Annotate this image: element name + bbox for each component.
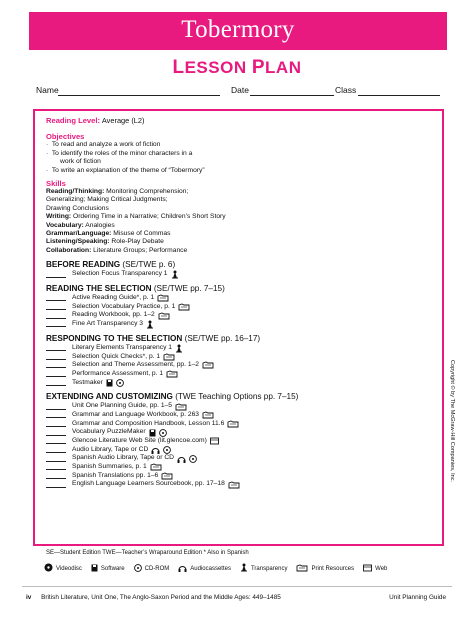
print-icon — [227, 420, 239, 428]
activity-label: Grammar and Language Workbook, p. 263 — [72, 410, 200, 418]
activity-item — [46, 402, 416, 411]
activity-item — [46, 361, 416, 370]
title-banner — [29, 12, 447, 50]
print-icon — [296, 564, 311, 574]
activity-item — [46, 294, 416, 303]
section-title: EXTENDING AND CUSTOMIZING — [46, 392, 173, 402]
checkoff-blank[interactable] — [46, 412, 66, 418]
activity-label: Reading Workbook, pp. 1–2 — [72, 311, 155, 319]
legend-label: Audiocassettes — [190, 565, 231, 572]
activity-label: Spanish Summaries, p. 1 — [72, 463, 147, 471]
copyright-notice: Copyright © by The McGraw-Hill Companies, Inc. — [449, 360, 455, 483]
print-icon — [150, 463, 162, 471]
print-icon — [166, 370, 178, 378]
activity-label: Unit One Planning Guide, pp. 1–5 — [72, 402, 173, 410]
activity-item — [46, 437, 416, 446]
checkoff-blank[interactable] — [46, 371, 66, 377]
lesson-plan-content — [46, 117, 416, 489]
section-title: BEFORE READING — [46, 260, 121, 270]
activity-item — [46, 270, 416, 279]
section-title: READING THE SELECTION — [46, 283, 152, 293]
objectives-heading: Objectives — [46, 132, 85, 142]
legend-item — [178, 564, 231, 574]
activity-label: Literary Elements Transparency 1 — [72, 343, 172, 351]
checkoff-blank[interactable] — [46, 272, 66, 278]
skill-line: Grammar/Language: Misuse of Commas — [46, 230, 171, 238]
legend-label: Print Resources — [311, 565, 355, 572]
print-icon — [175, 403, 187, 411]
checkoff-blank[interactable] — [46, 482, 66, 488]
checkoff-blank[interactable] — [46, 421, 66, 427]
transparency-icon — [171, 270, 179, 279]
print-icon — [178, 303, 190, 311]
section-reference: (TWE Teaching Options pp. 7–15) — [172, 392, 299, 402]
checkoff-blank[interactable] — [46, 362, 66, 368]
book-title: British Literature, Unit One, The Anglo-Saxon Period and the Middle Ages: 449–1485 — [41, 594, 281, 601]
print-icon — [228, 481, 240, 489]
activity-item — [46, 378, 416, 387]
section-reference: (SE/TWE p. 6) — [120, 260, 176, 270]
audio-icon — [177, 455, 186, 463]
activity-label: Glencoe Literature Web Site (lit.glencoe.com) — [72, 437, 207, 445]
print-icon — [202, 411, 214, 419]
skill-line: Drawing Conclusions — [46, 204, 109, 212]
section-heading — [46, 334, 416, 344]
name-label: Name — [36, 85, 59, 95]
checkoff-blank[interactable] — [46, 313, 66, 319]
cdrom-icon — [159, 429, 167, 437]
class-field[interactable] — [358, 95, 440, 96]
web-icon — [363, 564, 375, 574]
legend-item — [134, 564, 170, 574]
activity-item — [46, 420, 416, 429]
section-reference: (SE/TWE pp. 7–15) — [151, 283, 225, 293]
print-icon — [163, 353, 175, 361]
activity-label: Selection Focus Transparency 1 — [72, 270, 168, 278]
activity-item — [46, 454, 416, 463]
abbreviation-footnote: SE—Student Edition TWE—Teacher’s Wraparound Edition * Also in Spanish — [46, 550, 249, 556]
checkoff-blank[interactable] — [46, 354, 66, 360]
date-label: Date — [231, 85, 249, 95]
activity-label: Selection and Theme Assessment, pp. 1–2 — [72, 361, 200, 369]
activity-label: Testmaker — [72, 378, 103, 386]
software-icon — [91, 564, 101, 574]
legend-item — [240, 563, 287, 574]
activity-item — [46, 463, 416, 472]
activity-item — [46, 370, 416, 379]
software-icon — [106, 379, 113, 387]
page-number: iv — [26, 594, 32, 601]
activity-item — [46, 428, 416, 437]
legend-label: Videodisc — [56, 565, 82, 572]
selection-title: Tobermory — [181, 16, 295, 43]
transparency-icon — [175, 344, 183, 353]
skill-line: Listening/Speaking: Role-Play Debate — [46, 238, 164, 246]
activity-item — [46, 352, 416, 361]
footer-left — [26, 594, 281, 601]
checkoff-blank[interactable] — [46, 464, 66, 470]
skills-heading: Skills — [46, 179, 66, 189]
legend-item — [296, 564, 354, 574]
cdrom-icon — [189, 455, 197, 463]
activity-label: Fine Art Transparency 3 — [72, 320, 143, 328]
cdrom-icon — [116, 379, 124, 387]
print-icon — [161, 472, 173, 480]
audio-icon — [178, 564, 190, 574]
skill-line: Writing: Ordering Time in a Narrative; Children’s Short Story — [46, 213, 226, 221]
web-icon — [210, 437, 219, 445]
legend-label: Software — [100, 565, 125, 572]
checkoff-blank[interactable] — [46, 345, 66, 351]
objective-item: · To write an explanation of the theme of “Tobermory” — [46, 166, 205, 174]
videodisc-icon — [44, 563, 56, 574]
legend-item — [91, 564, 125, 574]
objective-item-continued: work of fiction — [60, 158, 101, 166]
software-icon — [149, 429, 156, 437]
section-reference: (SE/TWE pp. 16–17) — [182, 333, 261, 343]
section-heading — [46, 392, 416, 402]
activity-sections — [46, 260, 416, 489]
icon-legend — [44, 563, 396, 574]
legend-label: CD-ROM — [144, 565, 170, 572]
checkoff-blank[interactable] — [46, 380, 66, 386]
legend-label: Transparency — [250, 565, 288, 572]
activity-item — [46, 472, 416, 481]
print-icon — [202, 361, 214, 369]
checkoff-blank[interactable] — [46, 430, 66, 436]
name-field[interactable] — [58, 95, 220, 96]
skill-line: Generalizing; Making Critical Judgments; — [46, 196, 168, 204]
audio-icon — [151, 446, 160, 454]
activity-label: Audio Library, Tape or CD — [72, 445, 149, 453]
cdrom-icon — [163, 446, 171, 454]
activity-label: Performance Assessment, p. 1 — [72, 369, 164, 377]
activity-item — [46, 303, 416, 312]
checkoff-blank[interactable] — [46, 404, 66, 410]
section-heading — [46, 284, 416, 294]
student-info-row — [36, 85, 440, 99]
print-icon — [158, 312, 170, 320]
legend-item — [44, 563, 82, 574]
checkoff-blank[interactable] — [46, 304, 66, 310]
section-heading — [46, 260, 416, 270]
activity-label: Selection Vocabulary Practice, p. 1 — [72, 302, 176, 310]
legend-item — [363, 564, 387, 574]
activity-label: Selection Quick Checks*, p. 1 — [72, 352, 161, 360]
date-field[interactable] — [250, 95, 334, 96]
reading-level: Reading Level: Average (L2) — [46, 116, 145, 125]
section-title: RESPONDING TO THE SELECTION — [46, 333, 183, 343]
transparency-icon — [240, 563, 251, 574]
objective-item: · To read and analyze a work of fiction — [46, 141, 161, 149]
footer-right: Unit Planning Guide — [389, 594, 446, 601]
activity-label: English Language Learners Sourcebook, pp. 17–18 — [72, 480, 225, 488]
transparency-icon — [146, 320, 154, 329]
skill-line: Reading/Thinking: Monitoring Comprehension; — [46, 188, 189, 196]
checkoff-blank[interactable] — [46, 447, 66, 453]
checkoff-blank[interactable] — [46, 295, 66, 301]
activity-label: Active Reading Guide*, p. 1 — [72, 294, 155, 302]
objective-item: · To identify the roles of the minor characters in a — [46, 149, 193, 157]
lesson-plan-heading: LESSON PLAN — [172, 57, 302, 78]
activity-item — [46, 344, 416, 353]
cdrom-icon — [134, 564, 145, 574]
activity-item — [46, 480, 416, 489]
checkoff-blank[interactable] — [46, 438, 66, 444]
checkoff-blank[interactable] — [46, 473, 66, 479]
class-label: Class — [335, 85, 357, 95]
legend-label: Web — [375, 565, 388, 572]
footer-divider — [22, 586, 452, 587]
activity-item — [46, 411, 416, 420]
activity-label: Grammar and Composition Handbook, Lesson 11.6 — [72, 419, 225, 427]
activity-label: Spanish Audio Library, Tape or CD — [72, 454, 174, 462]
activity-item — [46, 446, 416, 455]
print-icon — [157, 294, 169, 302]
checkoff-blank[interactable] — [46, 456, 66, 462]
skill-line: Collaboration: Literature Groups; Performance — [46, 246, 188, 254]
activity-item — [46, 320, 416, 329]
checkoff-blank[interactable] — [46, 321, 66, 327]
activity-item — [46, 311, 416, 320]
skill-line: Vocabulary: Analogies — [46, 221, 115, 229]
activity-label: Spanish Translations pp. 1–6 — [72, 471, 159, 479]
activity-label: Vocabulary PuzzleMaker — [72, 428, 146, 436]
